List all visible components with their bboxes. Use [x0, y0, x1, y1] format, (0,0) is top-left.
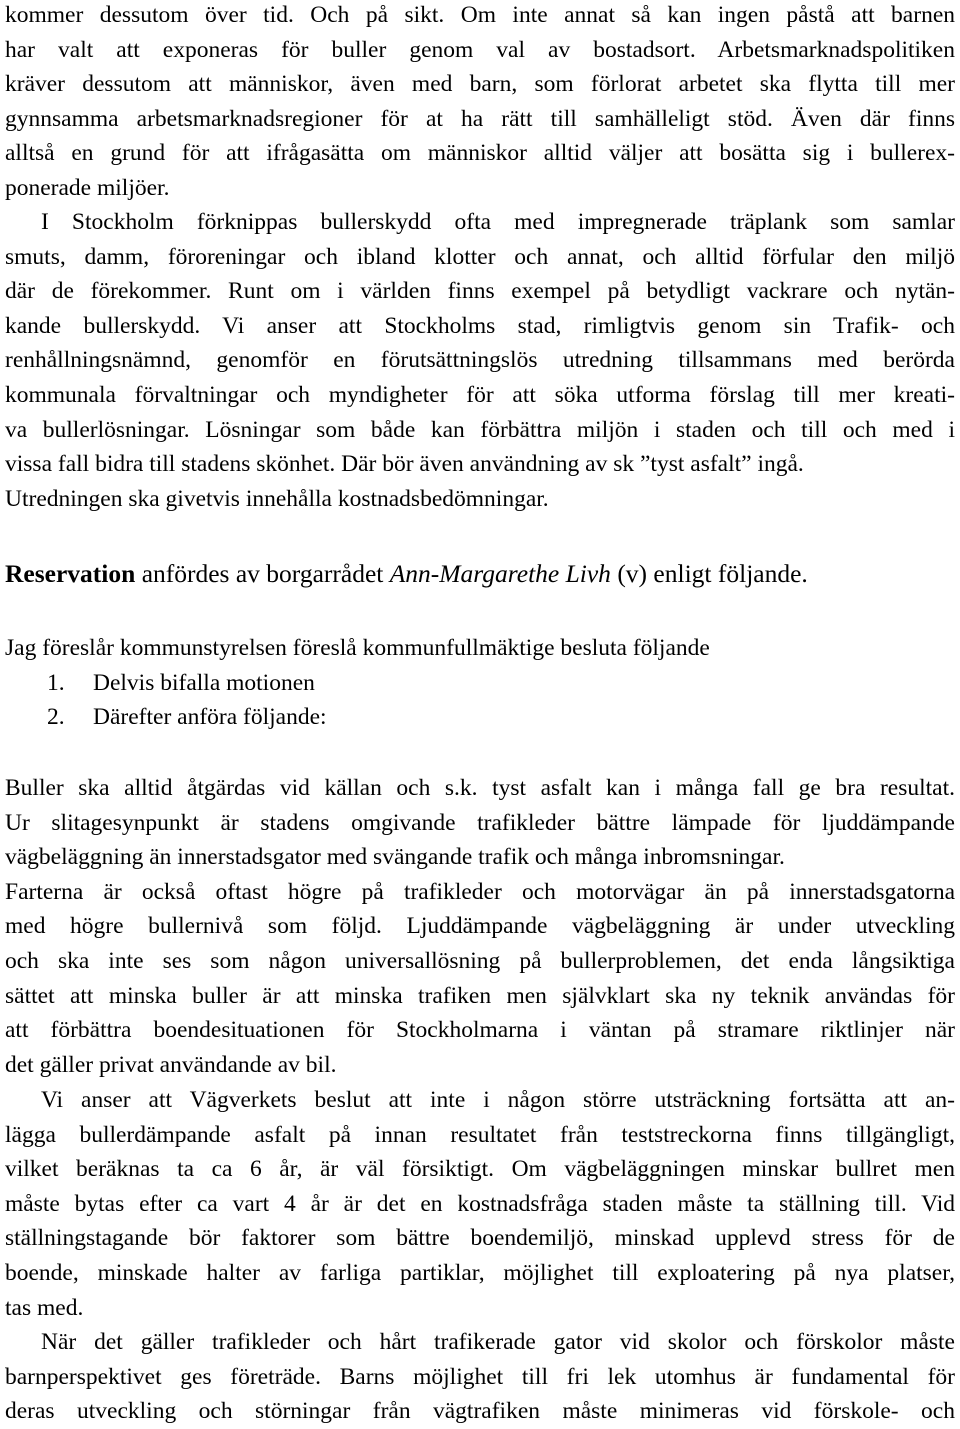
text-line: vissa fall bidra till stadens skönhet. Där bör även användning av sk ”tyst asfalt” ingå. [5, 451, 804, 478]
proposal [5, 631, 955, 735]
text-line: kande bullerskydd. Vi anser att Stockholms stad, rimligtvis genom sin Trafik- och [5, 312, 955, 339]
paragraph-5 [5, 1325, 955, 1429]
paragraph-3 [5, 771, 955, 1082]
paragraph-4 [5, 1083, 955, 1325]
reservation-text-end: (v) enligt följande. [610, 559, 808, 588]
text-line: det gäller privat användande av bil. [5, 1051, 337, 1078]
text-line: va bullerlösningar. Lösningar som både kan förbättra miljön i staden och till och med i [5, 416, 955, 443]
paragraph-2 [5, 205, 955, 516]
list-text: Delvis bifalla motionen [93, 669, 315, 696]
text-line: ställningstagande bör faktorer som bättre boendemiljö, minskad upplevd stress för de [5, 1225, 955, 1252]
text-line: I Stockholm förknippas bullerskydd ofta med impregnerade träplank som samlar [41, 209, 955, 235]
reservation-label: Reservation [5, 559, 136, 588]
reservation-name: Ann-Margarethe Livh [389, 559, 611, 588]
text-line: där de förekommer. Runt om i världen finns exempel på betydligt vackrare och nytän- [5, 278, 955, 305]
list-number: 1. [47, 669, 65, 696]
text-line: kommunala förvaltningar och myndigheter för att söka utforma förslag till mer kreati- [5, 381, 955, 408]
text-line: Vi anser att Vägverkets beslut att inte i någon större utsträckning fortsätta att an- [41, 1087, 955, 1113]
text-line: måste bytas efter ca vart 4 år är det en kostnadsfråga staden måste ta ställning till. Vid [5, 1190, 955, 1217]
list-item [5, 666, 955, 701]
text-line: vilket beräknas ta ca 6 år, är väl försiktigt. Om vägbeläggningen minskar bullret men [5, 1156, 955, 1183]
reservation-text: anfördes av borgarrådet [135, 559, 390, 588]
text-line: renhållningsnämnd, genomför en förutsättningslös utredning tillsammans med berörda [5, 347, 955, 374]
text-line: Utredningen ska givetvis innehålla kostnadsbedömningar. [5, 485, 549, 512]
paragraph-1 [5, 0, 955, 206]
text-line: alltså en grund för att ifrågasätta om människor alltid väljer att bosätta sig i bullerex- [5, 140, 955, 167]
text-line: deras utveckling och störningar från vägtrafiken måste minimeras vid förskole- och [5, 1398, 955, 1425]
text-line: sättet att minska buller är att minska trafiken men självklart ska ny teknik användas för [5, 982, 955, 1009]
text-line: med högre bullernivå som följd. Ljuddämpande vägbeläggning är under utveckling [5, 913, 955, 940]
text-line: kräver dessutom att människor, även med barn, som förlorat arbetet ska flytta till mer [5, 71, 955, 98]
text-line: boende, minskade halter av farliga partiklar, möjlighet till exploatering på nya platser, [5, 1259, 955, 1286]
list-item [5, 700, 955, 735]
text-line: att förbättra boendesituationen för Stockholmarna i väntan på stramare riktlinjer när [5, 1017, 955, 1044]
text-line: smuts, damm, föroreningar och ibland klotter och annat, och alltid förfular den miljö [5, 243, 955, 270]
text-line: tas med. [5, 1294, 84, 1321]
reservation-heading [5, 557, 955, 592]
text-line: lägga bullerdämpande asfalt på innan resultatet från teststreckorna finns tillgängligt, [5, 1121, 955, 1148]
list-text: Därefter anföra följande: [93, 704, 327, 731]
text-line: barnperspektivet ges företräde. Barns möjlighet till fri lek utomhus är fundamental för [5, 1363, 955, 1390]
text-line: och ska inte ses som någon universallösning på bullerproblemen, det enda långsiktiga [5, 947, 955, 974]
text-line: Farterna är också oftast högre på trafikleder och motorvägar än på innerstadsgatorna [5, 878, 955, 905]
text-line: gynnsamma arbetsmarknadsregioner för at ha rätt till samhälleligt stöd. Även där finns [5, 105, 955, 132]
text-line: När det gäller trafikleder och hårt trafikerade gator vid skolor och förskolor måste [41, 1329, 955, 1355]
list-number: 2. [47, 704, 65, 731]
text-line: har valt att exponeras för buller genom val av bostadsort. Arbetsmarknadspolitiken [5, 36, 955, 63]
text-line: vägbeläggning än innerstadsgator med svängande trafik och många inbromsningar. [5, 844, 785, 871]
text-line: Buller ska alltid åtgärdas vid källan och s.k. tyst asfalt kan i många fall ge bra resultat. [5, 775, 955, 801]
proposal-intro: Jag föreslår kommunstyrelsen föreslå kommunfullmäktige besluta följande [5, 635, 710, 661]
text-line: Ur slitagesynpunkt är stadens omgivande trafikleder bättre lämpade för ljuddämpande [5, 809, 955, 836]
text-line: ponerade miljöer. [5, 174, 170, 201]
text-line: kommer dessutom över tid. Och på sikt. Om inte annat så kan ingen påstå att barnen [5, 2, 955, 28]
